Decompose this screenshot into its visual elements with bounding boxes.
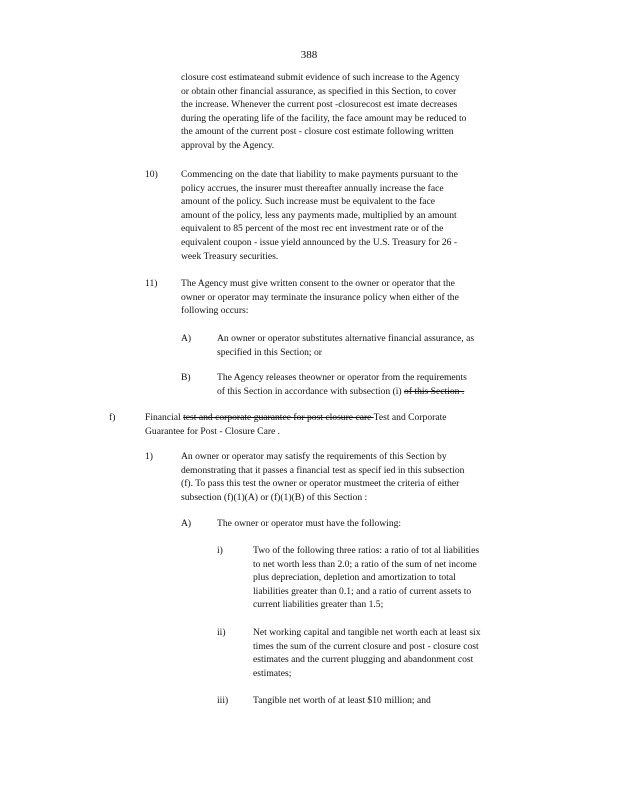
text-line: Guarantee for Post - Closure Care .	[145, 425, 281, 437]
text-line: The Agency must give written consent to the owner or operator that the	[181, 278, 455, 289]
text-line: plus depreciation, depletion and amortization to total	[253, 572, 456, 584]
item-10-text	[181, 168, 541, 263]
item-b-text	[217, 371, 542, 398]
text-line: times the sum of the current closure and post - closure cost	[253, 640, 479, 652]
item-iii-label: iii)	[217, 695, 229, 706]
item-f-text	[145, 411, 541, 438]
plain-text: Financial	[145, 412, 184, 423]
struck-text: of this Section .	[404, 385, 465, 397]
item-a-text	[217, 332, 542, 359]
text-line: Net working capital and tangible net worth each at least six	[253, 627, 481, 638]
text-line: or obtain other financial assurance, as specified in this Section, to cover	[181, 85, 457, 97]
text-line: An owner or operator substitutes alternative financial assurance, as	[217, 333, 475, 344]
text-line: Commencing on the date that liability to make payments pursuant to the	[181, 169, 458, 180]
text-line: current liabilities greater than 1.5;	[253, 599, 384, 611]
text-line: An owner or operator may satisfy the requirements of this Section by	[181, 451, 447, 462]
text-line: liabilities greater than 0.1; and a ratio of current assets to	[253, 585, 472, 597]
item-f-label: f)	[109, 412, 116, 423]
text-line: during the operating life of the facility, the face amount may be reduced to	[181, 112, 467, 124]
item-b-label: B)	[181, 372, 191, 383]
text-line	[217, 385, 542, 399]
struck-text: test and corporate guarantee for post closure care	[183, 412, 374, 423]
item-f1-text	[181, 450, 541, 504]
text-line: subsection (f)(1)(A) or (f)(1)(B) of this Section :	[181, 491, 368, 503]
plain-text: Test and Corporate	[373, 412, 447, 423]
text-line: The Agency releases theowner or operator from the requirements	[217, 372, 467, 383]
item-f1-label: 1)	[145, 451, 153, 462]
page-number: 388	[300, 49, 318, 61]
text-line: equivalent to 85 percent of the most rec ent investment rate or of the	[181, 223, 444, 235]
text-line: estimates;	[253, 667, 292, 679]
plain-text: of this Section in accordance with subsection (i)	[217, 385, 405, 397]
item-i-label: i)	[217, 545, 223, 556]
text-line: policy accrues, the insurer must thereafter annually increase the face	[181, 182, 444, 194]
item-11-label: 11)	[145, 278, 158, 289]
item-i-text	[253, 544, 543, 612]
item-a-label: A)	[181, 333, 192, 344]
item-10-label: 10)	[145, 169, 158, 180]
text-line: week Treasury securities.	[181, 250, 279, 262]
text-line: specified in this Section; or	[217, 346, 322, 358]
item-ii-text	[253, 626, 543, 680]
text-line: demonstrating that it passes a financial test as specif ied in this subsection	[181, 464, 465, 476]
item-11-text	[181, 277, 541, 318]
text-line: closure cost estimateand submit evidence of such increase to the Agency	[181, 72, 460, 83]
text-line: the increase. Whenever the current post -closurecost est imate decreases	[181, 99, 458, 111]
text-line: amount of the policy, less any payments made, multiplied by an amount	[181, 209, 457, 221]
item-ii-label: ii)	[217, 627, 226, 638]
text-line: the amount of the current post - closure cost estimate following written	[181, 126, 454, 138]
text-line: equivalent coupon - issue yield announced by the U.S. Treasury for 26 -	[181, 236, 458, 248]
item-f1a-label: A)	[181, 518, 192, 529]
text-line: (f). To pass this test the owner or operator mustmeet the criteria of either	[181, 478, 460, 490]
text-line: owner or operator may terminate the insurance policy when either of the	[181, 291, 459, 303]
text-line: estimates and the current plugging and abandonment cost	[253, 654, 474, 666]
continuation-paragraph	[181, 71, 541, 153]
text-line: amount of the policy. Such increase must be equivalent to the face	[181, 196, 436, 208]
text-line: Two of the following three ratios: a ratio of tot al liabilities	[253, 545, 480, 556]
text-line: approval by the Agency.	[181, 139, 275, 151]
item-f1a-text: The owner or operator must have the following:	[217, 518, 402, 529]
text-line: following occurs:	[181, 305, 249, 317]
text-line: to net worth less than 2.0; a ratio of the sum of net income	[253, 558, 477, 570]
item-iii-text: Tangible net worth of at least $10 million; and	[253, 695, 431, 706]
text-line	[145, 411, 541, 425]
